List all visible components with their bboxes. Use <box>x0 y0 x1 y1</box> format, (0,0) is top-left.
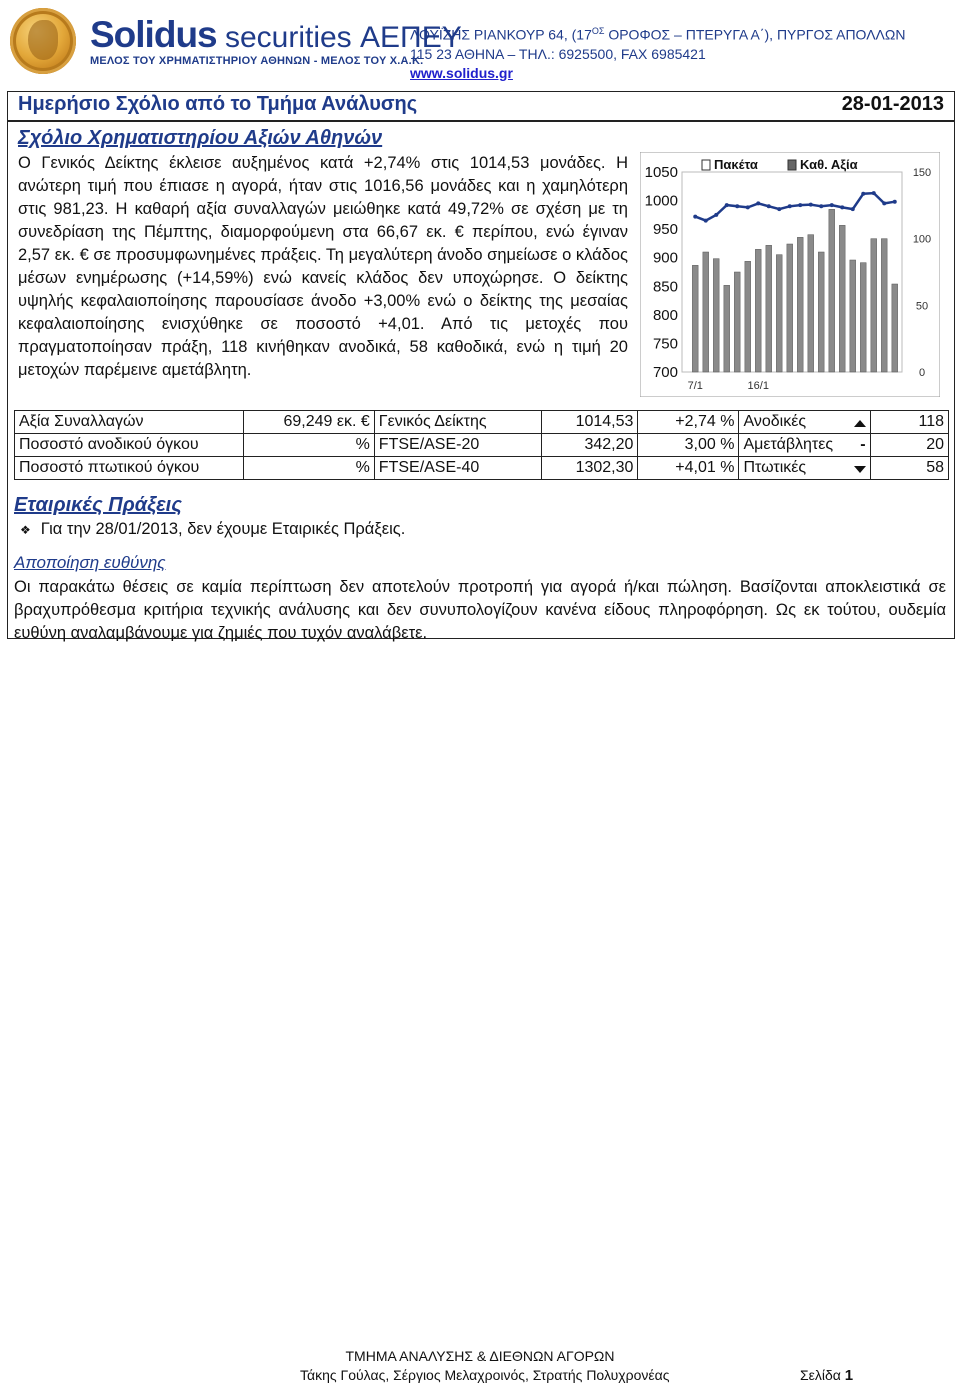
corporate-actions-heading: Εταιρικές Πράξεις <box>14 494 182 516</box>
bar-mark <box>797 237 803 372</box>
line-point <box>725 203 729 207</box>
stats-cell <box>638 411 739 434</box>
y-right-tick-label: 150 <box>912 167 932 179</box>
report-date: 28-01-2013 <box>841 93 944 115</box>
stats-value: FTSE/ASE-40 <box>378 459 480 476</box>
line-point <box>735 204 739 208</box>
stats-value: 3,00 % <box>684 436 735 453</box>
line-point <box>872 191 876 195</box>
stats-cell <box>870 457 948 480</box>
stats-value: +4,01 % <box>675 459 735 476</box>
x-tick-label: 7/1 <box>687 380 703 392</box>
line-point <box>809 203 813 207</box>
logo-coin-icon <box>10 8 76 74</box>
stats-cell <box>739 411 870 434</box>
dash-icon: - <box>860 436 866 453</box>
bar-mark <box>871 239 877 372</box>
stats-cell <box>244 411 374 434</box>
bar-mark <box>850 260 856 372</box>
y-right-tick-label: 100 <box>912 233 932 246</box>
market-commentary: Ο Γενικός Δείκτης έκλεισε αυξημένος κατά +2,74% στις 1014,53 μονάδες. Η ανώτερη τιμή που έπιασε η αγορά, ήταν στις 1016,56 μονάδες και η χαμηλότερη στις 981,23. Η καθαρή αξία συναλλαγών μειώθηκε κατά 49,72% σε σχέση με τη συνεδρίαση της Πέμπτης, διαμορφούμενη στα 66,67 εκ. € περίπου, ενώ έγιναν 2,57 εκ. € σε προσυμφωνημένες πράξεις. Τη μεγαλύτερη άνοδο σημείωσε ο κλάδος μέσων ενημέρωσης (+14,59%) ενώ κανείς κλάδος δεν υποχώρησε. Ο δείκτης υψηλής κεφαλαιοποίησης παρουσίασε άνοδο +3,00% ενώ ο δείκτης της μεσαίας κεφαλαιοποίησης ενισχύθηκε σε ποσοστό +4,01. Από τις μετοχές που πραγματοποίησαν πράξη, 118 κινήθηκαν ανοδικά, 58 καθοδικά, ενώ η τιμή 20 μετοχών παρέμεινε αμετάβλητη. <box>18 154 628 379</box>
legend-swatch-value <box>788 160 796 170</box>
bar-mark <box>766 245 772 372</box>
bar-mark <box>755 249 761 372</box>
arrow-up-icon <box>854 420 866 427</box>
bar-mark <box>881 239 887 372</box>
stats-value: Ποσοστό ανοδικού όγκου <box>19 436 199 453</box>
legend-label: Πακέτα <box>714 157 758 172</box>
y-left-tick-label: 800 <box>652 306 678 324</box>
y-left-tick-label: 1000 <box>644 192 678 210</box>
stats-cell <box>374 434 541 457</box>
address-line1-b: ΟΡΟΦΟΣ – ΠΤΕΡΥΓΑ Α΄), ΠΥΡΓΟΣ ΑΠΟΛΛΩΝ <box>604 26 906 43</box>
diamond-bullet-icon: ❖ <box>20 523 31 537</box>
bar-mark <box>713 259 719 372</box>
y-right-tick-label: 50 <box>915 300 929 313</box>
legend-swatch-pakets <box>702 160 710 170</box>
y-left-tick-label: 850 <box>652 278 678 296</box>
title-divider <box>7 120 955 122</box>
stats-cell <box>244 457 374 480</box>
bar-mark <box>829 209 835 372</box>
stats-cell <box>15 411 244 434</box>
stats-cell <box>541 457 638 480</box>
brand-logo <box>90 14 462 56</box>
y-left-tick-label: 950 <box>652 221 678 239</box>
bar-mark <box>787 244 793 372</box>
bar-mark <box>839 225 845 372</box>
bar-mark <box>745 261 751 372</box>
stats-value: Πτωτικές <box>743 459 807 476</box>
stats-cell <box>739 457 870 480</box>
stats-row <box>15 411 949 434</box>
stats-value: 58 <box>926 459 944 476</box>
stats-value: Γενικός Δείκτης <box>378 413 487 430</box>
stats-value: 69,249 εκ. € <box>283 413 370 430</box>
stats-cell <box>638 434 739 457</box>
bar-mark <box>734 272 740 372</box>
bar-mark <box>818 252 824 372</box>
bar-mark <box>808 235 814 372</box>
line-point <box>714 213 718 217</box>
report-title-bar <box>18 93 948 116</box>
stats-value: +2,74 % <box>675 413 735 430</box>
stats-cell <box>15 457 244 480</box>
market-stats-table <box>14 410 949 480</box>
line-point <box>777 207 781 211</box>
bar-mark <box>892 284 898 372</box>
disclaimer-heading: Αποποίηση ευθύνης <box>14 553 166 572</box>
stats-cell <box>374 457 541 480</box>
stats-value: 118 <box>918 413 944 430</box>
stats-row <box>15 434 949 457</box>
line-point <box>893 200 897 204</box>
brand-suffix: securities ΑΕΠΕΥ <box>224 21 462 54</box>
stats-value: 1014,53 <box>575 413 634 430</box>
disclaimer-text: Οι παρακάτω θέσεις σε καμία περίπτωση δεν αποτελούν προτροπή για αγορά ή/και πώληση. Βασίζονται αποκλειστικά σε βραχυπρόθεσμα κριτήρια τεχνικής ανάλυσης και δεν συνυπολογίζουν κανένα είδους πληροφόρηση. Ως εκ τούτου, ουδεμία ευθύνη αναλαμβάνουμε για ζημιές που τυχόν αναλάβετε. <box>14 578 946 642</box>
bar-mark <box>724 285 730 372</box>
footer-department: ΤΜΗΜΑ ΑΝΑΛΥΣΗΣ & ΔΙΕΘΝΩΝ ΑΓΟΡΩΝ <box>345 1348 615 1364</box>
stats-cell <box>374 411 541 434</box>
line-point <box>704 219 708 223</box>
line-point <box>882 201 886 205</box>
legend-label: Καθ. Αξία <box>800 157 858 172</box>
stats-value: % <box>355 436 370 453</box>
line-point <box>756 201 760 205</box>
stats-cell <box>638 457 739 480</box>
corporate-action-text: Για την 28/01/2013, δεν έχουμε Εταιρικές Πράξεις. <box>40 520 406 538</box>
page-label: Σελίδα <box>800 1367 841 1383</box>
stats-value: Αξία Συναλλαγών <box>19 413 144 430</box>
line-point <box>693 215 697 219</box>
section-heading: Σχόλιο Χρηματιστηρίου Αξιών Αθηνών <box>18 127 383 149</box>
report-title: Ημερήσιο Σχόλιο από το Τμήμα Ανάλυσης <box>18 93 418 115</box>
brand-name: Solidus <box>90 14 217 55</box>
stats-value: Ανοδικές <box>743 413 807 430</box>
stats-cell <box>244 434 374 457</box>
stats-value: Ποσοστό πτωτικού όγκου <box>19 459 200 476</box>
market-chart <box>640 152 940 397</box>
line-point <box>819 204 823 208</box>
line-point <box>840 205 844 209</box>
line-point <box>861 192 865 196</box>
brand-tagline: ΜΕΛΟΣ ΤΟΥ ΧΡΗΜΑΤΙΣΤΗΡΙΟΥ ΑΘΗΝΩΝ - ΜΕΛΟΣ ΤΟΥ Χ.Α.Κ. <box>90 55 424 67</box>
y-left-tick-label: 750 <box>652 335 678 353</box>
line-point <box>798 203 802 207</box>
stats-row <box>15 457 949 480</box>
stats-cell <box>870 434 948 457</box>
stats-cell <box>870 411 948 434</box>
stats-value: 342,20 <box>584 436 634 453</box>
footer-authors: Τάκης Γούλας, Σέργιος Μελαχροινός, Στρατής Πολυχρονέας <box>300 1367 670 1383</box>
address-line1-a: ΛΟΥΪΖΗΣ ΡΙΑΝΚΟΥΡ 64, (17 <box>410 26 592 43</box>
line-point <box>746 205 750 209</box>
x-tick-label: 16/1 <box>747 380 769 392</box>
stats-cell <box>541 411 638 434</box>
stats-value: FTSE/ASE-20 <box>378 436 480 453</box>
y-right-tick-label: 0 <box>918 367 926 379</box>
page-number: 1 <box>844 1367 854 1384</box>
address-line2: 115 23 ΑΘΗΝΑ – ΤΗΛ.: 6925500, FAX 6985421 <box>410 45 706 62</box>
y-left-tick-label: 900 <box>652 249 678 267</box>
y-left-tick-label: 1050 <box>644 164 678 181</box>
line-point <box>851 207 855 211</box>
stats-value: Αμετάβλητες <box>743 436 834 453</box>
arrow-down-icon <box>854 466 866 473</box>
bar-mark <box>776 255 782 372</box>
company-address <box>410 22 905 83</box>
line-point <box>767 204 771 208</box>
website-link[interactable]: www.solidus.gr <box>410 64 513 81</box>
address-line1-sup: ΟΣ <box>591 26 605 36</box>
line-point <box>788 204 792 208</box>
footer-page <box>800 1367 853 1384</box>
stats-cell <box>739 434 870 457</box>
stats-value: % <box>355 459 370 476</box>
stats-value: 20 <box>926 436 944 453</box>
stats-cell <box>15 434 244 457</box>
bar-mark <box>692 265 698 372</box>
bar-mark <box>860 263 866 372</box>
corporate-action-item <box>20 520 405 539</box>
bar-mark <box>703 252 709 372</box>
stats-value: 1302,30 <box>575 459 634 476</box>
y-left-tick-label: 700 <box>652 364 678 381</box>
stats-cell <box>541 434 638 457</box>
line-point <box>830 203 834 207</box>
